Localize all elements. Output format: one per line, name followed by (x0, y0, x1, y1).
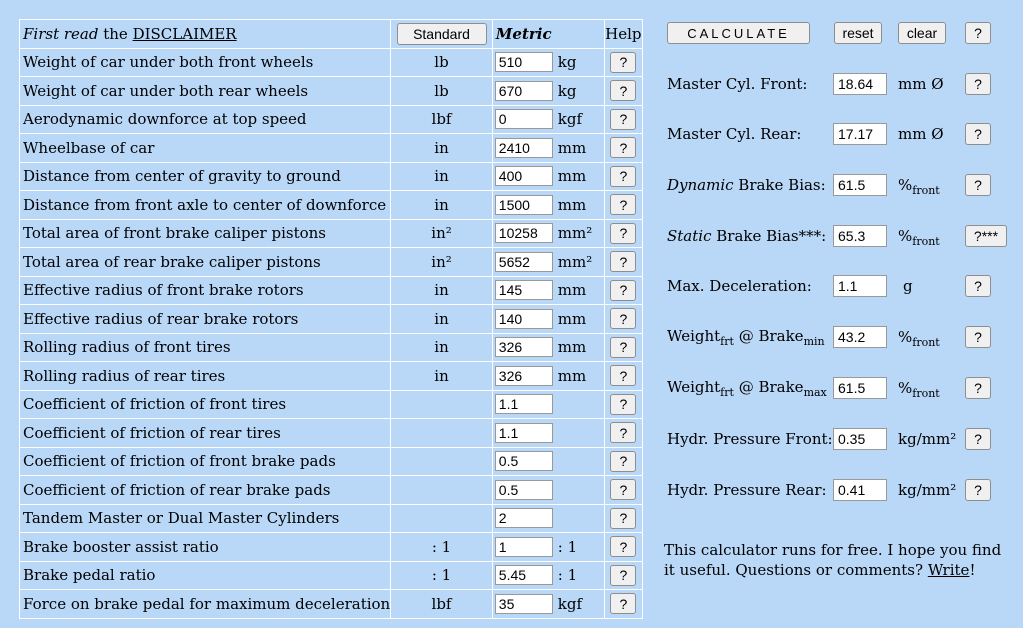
row-help-button[interactable]: ? (610, 508, 636, 529)
table-row (20, 105, 643, 134)
help-cell (604, 248, 642, 277)
standard-unit-cell (391, 590, 493, 619)
weight-brake-max-help-button[interactable]: ? (965, 377, 991, 399)
row-label-text: Effective radius of front brake rotors (23, 281, 304, 300)
row-label-text: Coefficient of friction of rear tires (23, 423, 281, 442)
standard-unit: in² (431, 252, 452, 271)
metric-value-field[interactable] (495, 138, 553, 158)
metric-value-field[interactable] (495, 537, 553, 557)
help-cell (604, 48, 642, 77)
row-help-button[interactable]: ? (610, 251, 636, 272)
row-help-button[interactable]: ? (610, 280, 636, 301)
metric-unit: mm² (557, 252, 593, 271)
metric-cell (492, 48, 604, 77)
row-label-text: Brake pedal ratio (23, 566, 156, 585)
row-help-button[interactable]: ? (610, 194, 636, 215)
metric-value-field[interactable] (495, 280, 553, 300)
the-text: the (98, 24, 133, 43)
table-row (20, 305, 643, 334)
result-hydr-pressure-rear (667, 478, 982, 502)
standard-unit-cell (391, 248, 493, 277)
weight-brake-max-field[interactable] (833, 377, 887, 399)
metric-value-field[interactable] (495, 166, 553, 186)
metric-unit: kg (557, 81, 577, 100)
metric-unit: mm (557, 309, 587, 328)
standard-unit: lb (434, 81, 449, 100)
row-label (20, 362, 391, 391)
table-row (20, 276, 643, 305)
at-brake: @ Brake (733, 326, 804, 345)
metric-cell (492, 447, 604, 476)
metric-value-field[interactable] (495, 508, 553, 528)
master-cyl-rear-help-button[interactable]: ? (965, 123, 991, 145)
row-help-button[interactable]: ? (610, 166, 636, 187)
table-row (20, 162, 643, 191)
calculate-button[interactable]: CALCULATE (667, 22, 810, 44)
row-label (20, 419, 391, 448)
row-label-text: Effective radius of rear brake rotors (23, 309, 299, 328)
pct-symbol: % (898, 328, 913, 346)
help-cell (604, 590, 642, 619)
weight-brake-max-label (667, 378, 833, 399)
metric-cell (492, 533, 604, 562)
metric-cell (492, 390, 604, 419)
metric-value-field[interactable] (495, 423, 553, 443)
table-row (20, 48, 643, 77)
help-cell (604, 162, 642, 191)
weight-brake-max-unit (898, 379, 940, 400)
static-word: Static (667, 227, 712, 245)
weight-brake-min-field[interactable] (833, 326, 887, 348)
metric-unit: mm (557, 167, 587, 186)
result-weight-brake-min (667, 325, 982, 349)
metric-cell (492, 191, 604, 220)
row-label-text: Force on brake pedal for maximum deceleration (23, 594, 391, 613)
metric-cell (492, 476, 604, 505)
row-label-text: Tandem Master or Dual Master Cylinders (23, 509, 340, 528)
row-label (20, 561, 391, 590)
hydr-front-field[interactable] (833, 428, 887, 450)
master-cyl-rear-field[interactable] (833, 123, 887, 145)
help-cell (604, 105, 642, 134)
standard-unit-cell (391, 191, 493, 220)
metric-value-field[interactable] (495, 451, 553, 471)
hydr-front-unit: kg/mm² (898, 430, 957, 448)
help-cell (604, 561, 642, 590)
standard-unit-cell (391, 134, 493, 163)
hydr-front-help-button[interactable]: ? (965, 428, 991, 450)
weight-brake-min-label (667, 327, 833, 348)
note-end: ! (969, 561, 976, 579)
standard-unit-cell (391, 162, 493, 191)
first-read-text: First read (23, 24, 99, 43)
metric-cell (492, 134, 604, 163)
table-row (20, 590, 643, 619)
metric-label: Metric (495, 24, 552, 43)
metric-cell (492, 561, 604, 590)
metric-cell (492, 362, 604, 391)
front-sub: front (912, 235, 940, 248)
help-cell (604, 504, 642, 533)
row-label-text: Rolling radius of rear tires (23, 366, 226, 385)
metric-unit: mm (557, 138, 587, 157)
row-help-button[interactable]: ? (610, 80, 636, 101)
write-link[interactable]: Write (927, 561, 970, 579)
metric-unit: mm² (557, 224, 593, 243)
metric-value-field[interactable] (495, 394, 553, 414)
row-label (20, 191, 391, 220)
input-table (19, 19, 643, 619)
metric-value-field[interactable] (495, 565, 553, 585)
static-bias-field[interactable] (833, 225, 887, 247)
row-label-text: Coefficient of friction of front tires (23, 395, 287, 414)
front-sub: front (912, 336, 940, 349)
row-help-button[interactable]: ? (610, 223, 636, 244)
metric-value-field[interactable] (495, 309, 553, 329)
max-decel-label: Max. Deceleration: (667, 277, 812, 295)
max-sub: max (803, 385, 827, 399)
metric-cell (492, 105, 604, 134)
help-label: Help (605, 24, 642, 43)
standard-unit: in (434, 338, 449, 357)
row-help-button[interactable]: ? (610, 394, 636, 415)
row-label (20, 48, 391, 77)
row-label-text: Coefficient of friction of front brake pads (23, 452, 336, 471)
row-label (20, 333, 391, 362)
metric-value-field[interactable] (495, 252, 553, 272)
row-help-button[interactable]: ? (610, 565, 636, 586)
row-help-button[interactable]: ? (610, 451, 636, 472)
static-bias-label (667, 227, 833, 245)
hydr-rear-unit: kg/mm² (898, 481, 957, 499)
table-row (20, 362, 643, 391)
metric-value-field[interactable] (495, 109, 553, 129)
help-cell (604, 219, 642, 248)
metric-unit: mm (557, 281, 587, 300)
help-cell (604, 305, 642, 334)
table-row (20, 533, 643, 562)
metric-cell (492, 419, 604, 448)
row-label-text: Brake booster assist ratio (23, 537, 219, 556)
row-help-button[interactable]: ? (610, 593, 636, 614)
metric-unit: : 1 (557, 566, 578, 585)
min-sub: min (803, 334, 825, 348)
row-label (20, 590, 391, 619)
table-row (20, 333, 643, 362)
standard-unit: in (434, 138, 449, 157)
standard-unit: : 1 (431, 566, 452, 585)
hydr-rear-field[interactable] (833, 479, 887, 501)
metric-value-field[interactable] (495, 337, 553, 357)
row-label (20, 305, 391, 334)
weight-brake-min-unit (898, 328, 940, 349)
row-help-button[interactable]: ? (610, 365, 636, 386)
metric-value-field[interactable] (495, 480, 553, 500)
front-sub: front (912, 387, 940, 400)
row-help-button[interactable]: ? (610, 308, 636, 329)
standard-unit: in (434, 195, 449, 214)
hydr-rear-help-button[interactable]: ? (965, 479, 991, 501)
static-bias-unit (898, 227, 940, 248)
standard-unit-cell (391, 561, 493, 590)
dynamic-bias-unit (898, 176, 940, 197)
clear-button[interactable]: clear (898, 22, 946, 44)
metric-cell (492, 504, 604, 533)
dynamic-bias-field[interactable] (833, 174, 887, 196)
standard-unit-cell (391, 219, 493, 248)
disclaimer-link[interactable]: DISCLAIMER (132, 24, 237, 43)
table-row (20, 447, 643, 476)
table-row (20, 390, 643, 419)
help-cell (604, 476, 642, 505)
result-hydr-pressure-front (667, 427, 982, 451)
dynamic-rest: Brake Bias: (733, 176, 826, 194)
result-master-cyl-rear (667, 122, 982, 146)
row-label (20, 390, 391, 419)
static-bias-help-button[interactable]: ?*** (965, 225, 1007, 247)
row-help-button[interactable]: ? (610, 109, 636, 130)
help-cell (604, 447, 642, 476)
weight-brake-min-help-button[interactable]: ? (965, 326, 991, 348)
standard-unit-cell (391, 305, 493, 334)
help-cell (604, 191, 642, 220)
metric-unit: kgf (557, 594, 583, 613)
table-row (20, 248, 643, 277)
metric-unit: mm (557, 366, 587, 385)
standard-unit-cell (391, 276, 493, 305)
reset-button[interactable]: reset (834, 22, 882, 44)
row-help-button[interactable]: ? (610, 422, 636, 443)
hydr-rear-label: Hydr. Pressure Rear: (667, 481, 827, 499)
dynamic-word: Dynamic (667, 176, 734, 194)
metric-cell (492, 305, 604, 334)
standard-unit: lbf (431, 594, 452, 613)
standard-unit-cell (391, 105, 493, 134)
help-cell (604, 276, 642, 305)
row-label (20, 105, 391, 134)
standard-unit-cell (391, 390, 493, 419)
metric-header-cell (492, 20, 604, 49)
row-help-button[interactable]: ? (610, 479, 636, 500)
row-label-text: Wheelbase of car (23, 138, 155, 157)
standard-unit: in (434, 281, 449, 300)
row-label (20, 276, 391, 305)
result-static-bias (667, 224, 999, 248)
standard-unit: : 1 (431, 537, 452, 556)
standard-unit: in (434, 366, 449, 385)
row-label-text: Rolling radius of front tires (23, 338, 231, 357)
metric-value-field[interactable] (495, 366, 553, 386)
standard-button[interactable]: Standard (397, 23, 487, 45)
max-decel-field[interactable] (833, 275, 887, 297)
weight-word: Weight (667, 326, 721, 345)
metric-value-field[interactable] (495, 52, 553, 72)
help-header-cell (604, 20, 642, 49)
row-label-text: Weight of car under both rear wheels (23, 81, 309, 100)
master-cyl-rear-label: Master Cyl. Rear: (667, 125, 802, 143)
help-cell (604, 390, 642, 419)
row-help-button[interactable]: ? (610, 536, 636, 557)
help-cell (604, 419, 642, 448)
at-brake: @ Brake (733, 377, 804, 396)
table-row (20, 219, 643, 248)
static-rest: Brake Bias***: (711, 227, 827, 245)
metric-value-field[interactable] (495, 195, 553, 215)
master-cyl-front-help-button[interactable]: ? (965, 73, 991, 95)
max-decel-help-button[interactable]: ? (965, 275, 991, 297)
row-label (20, 476, 391, 505)
table-row (20, 561, 643, 590)
weight-word: Weight (667, 377, 721, 396)
metric-unit: : 1 (557, 537, 578, 556)
disclaimer-cell (20, 20, 391, 49)
standard-unit-cell (391, 48, 493, 77)
metric-unit: kgf (557, 110, 583, 129)
metric-cell (492, 162, 604, 191)
table-row (20, 419, 643, 448)
master-cyl-rear-unit: mm Ø (898, 125, 944, 143)
row-label-text: Total area of rear brake caliper pistons (23, 252, 321, 271)
result-master-cyl-front (667, 72, 982, 96)
free-note (664, 540, 1004, 580)
row-label (20, 77, 391, 106)
standard-unit-cell (391, 362, 493, 391)
frt-sub: frt (720, 385, 734, 399)
row-label-text: Distance from center of gravity to ground (23, 167, 341, 186)
row-label-text: Aerodynamic downforce at top speed (23, 110, 307, 129)
row-label (20, 248, 391, 277)
max-decel-unit: g (903, 277, 913, 295)
pct-symbol: % (898, 227, 913, 245)
row-label (20, 504, 391, 533)
metric-cell (492, 333, 604, 362)
dynamic-bias-help-button[interactable]: ? (965, 174, 991, 196)
help-cell (604, 134, 642, 163)
note-text: This calculator runs for free. I hope you find it useful. Questions or comments? (664, 541, 1002, 579)
dynamic-bias-label (667, 176, 833, 194)
row-label-text: Coefficient of friction of rear brake pads (23, 480, 331, 499)
row-label-text: Weight of car under both front wheels (23, 53, 314, 72)
metric-unit: kg (557, 53, 577, 72)
standard-unit: lbf (431, 110, 452, 129)
metric-cell (492, 590, 604, 619)
standard-unit-cell (391, 447, 493, 476)
metric-cell (492, 77, 604, 106)
table-row (20, 504, 643, 533)
row-label (20, 219, 391, 248)
metric-cell (492, 276, 604, 305)
result-max-deceleration (667, 274, 982, 298)
row-label (20, 162, 391, 191)
metric-cell (492, 219, 604, 248)
standard-unit: in (434, 309, 449, 328)
metric-value-field[interactable] (495, 81, 553, 101)
metric-value-field[interactable] (495, 223, 553, 243)
front-sub: front (912, 184, 940, 197)
standard-unit-cell (391, 333, 493, 362)
result-weight-brake-max (667, 376, 982, 400)
metric-cell (492, 248, 604, 277)
result-dynamic-bias (667, 173, 982, 197)
pct-symbol: % (898, 379, 913, 397)
help-cell (604, 533, 642, 562)
standard-unit-cell (391, 77, 493, 106)
row-label-text: Total area of front brake caliper pistons (23, 224, 326, 243)
row-label (20, 134, 391, 163)
row-label (20, 447, 391, 476)
frt-sub: frt (720, 334, 734, 348)
table-row (20, 191, 643, 220)
standard-cell (391, 20, 493, 49)
help-cell (604, 362, 642, 391)
standard-unit-cell (391, 504, 493, 533)
metric-value-field[interactable] (495, 594, 553, 614)
table-row (20, 77, 643, 106)
help-cell (604, 77, 642, 106)
row-label-text: Distance from front axle to center of downforce (23, 195, 387, 214)
standard-unit-cell (391, 533, 493, 562)
table-header-row (20, 20, 643, 49)
metric-unit: mm (557, 195, 587, 214)
row-help-button[interactable]: ? (610, 52, 636, 73)
hydr-front-label: Hydr. Pressure Front: (667, 430, 833, 448)
row-help-button[interactable]: ? (610, 137, 636, 158)
master-cyl-front-unit: mm Ø (898, 75, 944, 93)
table-row (20, 476, 643, 505)
row-help-button[interactable]: ? (610, 337, 636, 358)
calculate-help-button[interactable]: ? (965, 22, 991, 44)
master-cyl-front-label: Master Cyl. Front: (667, 75, 808, 93)
master-cyl-front-field[interactable] (833, 73, 887, 95)
row-label (20, 533, 391, 562)
standard-unit: lb (434, 53, 449, 72)
standard-unit: in (434, 167, 449, 186)
standard-unit: in² (431, 224, 452, 243)
help-cell (604, 333, 642, 362)
standard-unit-cell (391, 476, 493, 505)
table-row (20, 134, 643, 163)
standard-unit-cell (391, 419, 493, 448)
pct-symbol: % (898, 176, 913, 194)
metric-unit: mm (557, 338, 587, 357)
